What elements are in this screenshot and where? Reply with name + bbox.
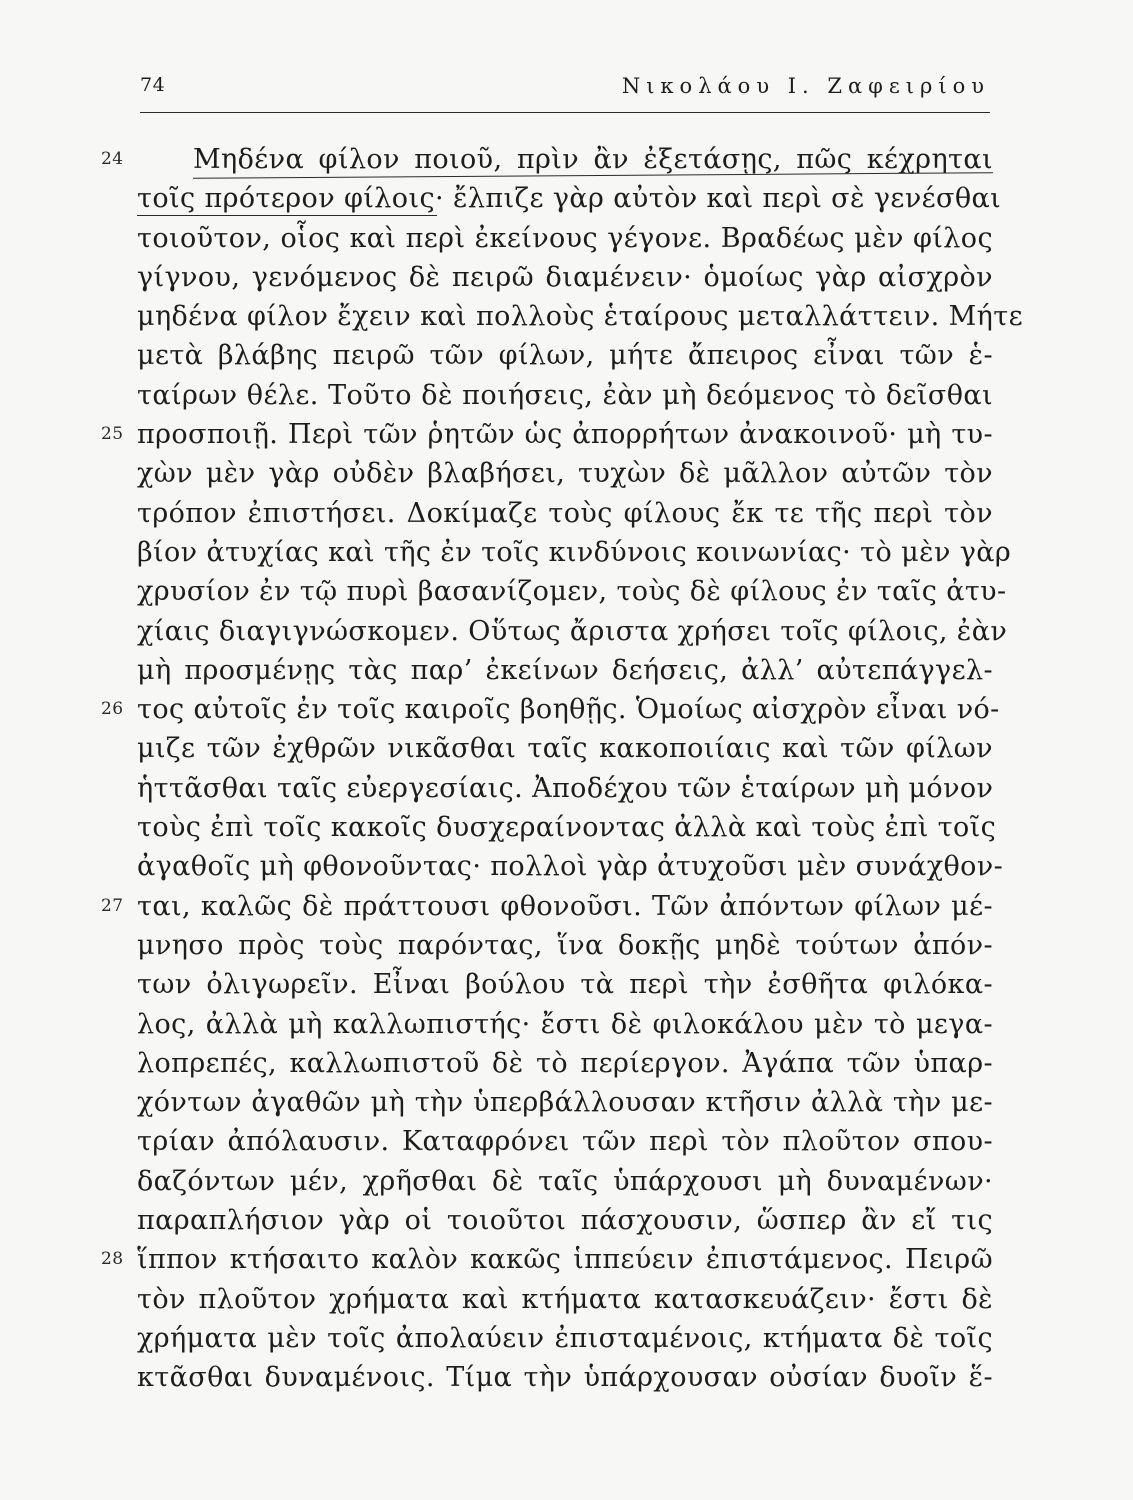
text-line: [137, 729, 993, 768]
text-line: [137, 533, 1012, 572]
text-line: [137, 297, 1023, 336]
line-text: λος, ἀλλὰ μὴ καλλωπιστής· ἔστι δὲ φιλοκάλου μὲν τὸ μεγα-: [137, 1008, 993, 1040]
text-line: [101, 690, 1000, 729]
line-text: τὸν πλοῦτον χρήματα καὶ κτήματα κατασκευάζειν· ἔστι δὲ: [137, 1283, 993, 1315]
text-line: [137, 258, 993, 297]
line-text: ἡττᾶσθαι ταῖς εὐεργεσίαις. Ἀποδέχου τῶν ἑταίρων μὴ μόνον: [137, 772, 994, 804]
text-line: [101, 887, 993, 926]
header-rule: [140, 112, 990, 113]
text-line: [137, 1083, 993, 1122]
paragraph-number: 25: [101, 424, 124, 445]
line-text: τος αὐτοῖς ἐν τοῖς καιροῖς βοηθῇς. Ὁμοίως αἰσχρὸν εἶναι νό-: [137, 694, 1000, 726]
running-head: Νικολάου Ι. Ζαφειρίου: [621, 74, 990, 98]
text-line: [137, 769, 993, 808]
text-line: [137, 454, 993, 493]
line-text: τοῖς πρότερον φίλοις· ἔλπιζε γὰρ αὐτὸν καὶ περὶ σὲ γενέσθαι: [137, 183, 1002, 215]
line-text: ἵππον κτήσαιτο καλὸν κακῶς ἱππεύειν ἐπιστάμενος. Πειρῶ: [137, 1244, 993, 1276]
text-line: [137, 1201, 993, 1240]
line-text: χίαις διαγιγνώσκομεν. Οὕτως ἄριστα χρήσει τοῖς φίλοις, ἐὰν: [137, 615, 1008, 647]
text-line: [137, 179, 1002, 218]
text-line: [137, 494, 993, 533]
text-line: [137, 612, 1008, 651]
line-text: των ὀλιγωρεῖν. Εἶναι βούλου τὰ περὶ τὴν ἐσθῆτα φιλόκα-: [137, 969, 993, 1001]
line-text: δαζόντων μέν, χρῆσθαι δὲ ταῖς ὑπάρχουσι μὴ δυναμένων·: [137, 1165, 993, 1197]
paragraph-number: 24: [101, 149, 124, 169]
text-line: [137, 1358, 993, 1397]
line-text: ται, καλῶς δὲ πράττουσι φθονοῦσι. Τῶν ἀπόντων φίλων μέ-: [137, 890, 993, 922]
text-line: [137, 651, 993, 690]
line-text: προσποιῇ. Περὶ τῶν ῥητῶν ὡς ἀπορρήτων ἀνακοινοῦ· μὴ τυ-: [137, 419, 993, 451]
line-text: κτᾶσθαι δυναμένοις. Τίμα τὴν ὑπάρχουσαν οὐσίαν δυοῖν ἕ-: [137, 1362, 993, 1394]
line-text: χόντων ἀγαθῶν μὴ τὴν ὑπερβάλλουσαν κτῆσιν ἀλλὰ τὴν με-: [137, 1087, 993, 1119]
line-text: τοὺς ἐπὶ τοῖς κακοῖς δυσχεραίνοντας ἀλλὰ καὶ τοὺς ἐπὶ τοῖς: [137, 812, 997, 844]
line-text: μετὰ βλάβης πειρῶ τῶν φίλων, μήτε ἄπειρος εἶναι τῶν ἑ-: [137, 340, 993, 372]
body-text: [101, 140, 1023, 1398]
page-header: [140, 70, 992, 108]
text-line: [137, 336, 993, 375]
line-text: Μηδένα φίλον ποιοῦ, πρὶν ἂν ἐξετάσῃς, πῶς κέχρηται: [193, 144, 993, 175]
line-text: βίον ἀτυχίας καὶ τῆς ἐν τοῖς κινδύνοις κοινωνίας· τὸ μὲν γὰρ: [137, 536, 1012, 568]
text-line: [137, 1122, 993, 1161]
paragraph-number: 26: [101, 699, 124, 720]
text-line: [137, 965, 993, 1004]
line-text: ταίρων θέλε. Τοῦτο δὲ ποιήσεις, ἐὰν μὴ δεόμενος τὸ δεῖσθαι: [137, 379, 993, 411]
line-text: τρόπον ἐπιστήσει. Δοκίμαζε τοὺς φίλους ἔκ τε τῆς περὶ τὸν: [137, 497, 993, 529]
line-text: χὼν μὲν γὰρ οὐδὲν βλαβήσει, τυχὼν δὲ μᾶλλον αὐτῶν τὸν: [137, 458, 993, 490]
text-line: [137, 1162, 993, 1201]
text-line: [137, 847, 1004, 886]
text-line: [137, 1044, 993, 1083]
text-line: [137, 1319, 993, 1358]
line-text: παραπλήσιον γὰρ οἱ τοιοῦτοι πάσχουσιν, ὥσπερ ἂν εἴ τις: [137, 1205, 993, 1237]
line-text: γίγνου, γενόμενος δὲ πειρῶ διαμένειν· ὁμοίως γὰρ αἰσχρὸν: [137, 261, 993, 293]
paragraph-number: 28: [101, 1249, 124, 1270]
text-line: [137, 376, 993, 415]
text-line: [137, 1005, 993, 1044]
line-text: χρυσίον ἐν τῷ πυρὶ βασανίζομεν, τοὺς δὲ φίλους ἐν ταῖς ἀτυ-: [137, 576, 1007, 608]
text-line: [137, 219, 993, 258]
text-line: [137, 572, 1007, 611]
text-line: [101, 1240, 993, 1279]
line-text: μιζε τῶν ἐχθρῶν νικᾶσθαι ταῖς κακοποιίαις καὶ τῶν φίλων: [137, 733, 993, 765]
text-line: [137, 1280, 993, 1319]
line-text: χρήματα μὲν τοῖς ἀπολαύειν ἐπισταμένοις, κτήματα δὲ τοῖς: [137, 1322, 993, 1354]
text-line: [101, 415, 993, 454]
pencil-underline: [137, 215, 437, 216]
text-line: [137, 926, 993, 965]
line-text: μνησο πρὸς τοὺς παρόντας, ἵνα δοκῇς μηδὲ τούτων ἀπόν-: [137, 929, 993, 961]
line-text: λοπρεπές, καλλωπιστοῦ δὲ τὸ περίεργον. Ἀγάπα τῶν ὑπαρ-: [137, 1047, 993, 1079]
line-text: μὴ προσμένῃς τὰς παρ’ ἐκείνων δεήσεις, ἀλλ’ αὐτεπάγγελ-: [137, 654, 993, 686]
text-line: [137, 808, 997, 847]
line-text: τοιοῦτον, οἷος καὶ περὶ ἐκείνους γέγονε. Βραδέως μὲν φίλος: [137, 222, 993, 254]
line-text: τρίαν ἀπόλαυσιν. Καταφρόνει τῶν περὶ τὸν πλοῦτον σπου-: [137, 1126, 993, 1158]
page-number: 74: [140, 74, 166, 96]
line-text: μηδένα φίλον ἔχειν καὶ πολλοὺς ἑταίρους μεταλλάττειν. Μήτε: [137, 301, 1023, 333]
paragraph-number: 27: [101, 895, 124, 916]
line-text: ἀγαθοῖς μὴ φθονοῦντας· πολλοὶ γὰρ ἀτυχοῦσι μὲν συνάχθον-: [137, 851, 1004, 883]
